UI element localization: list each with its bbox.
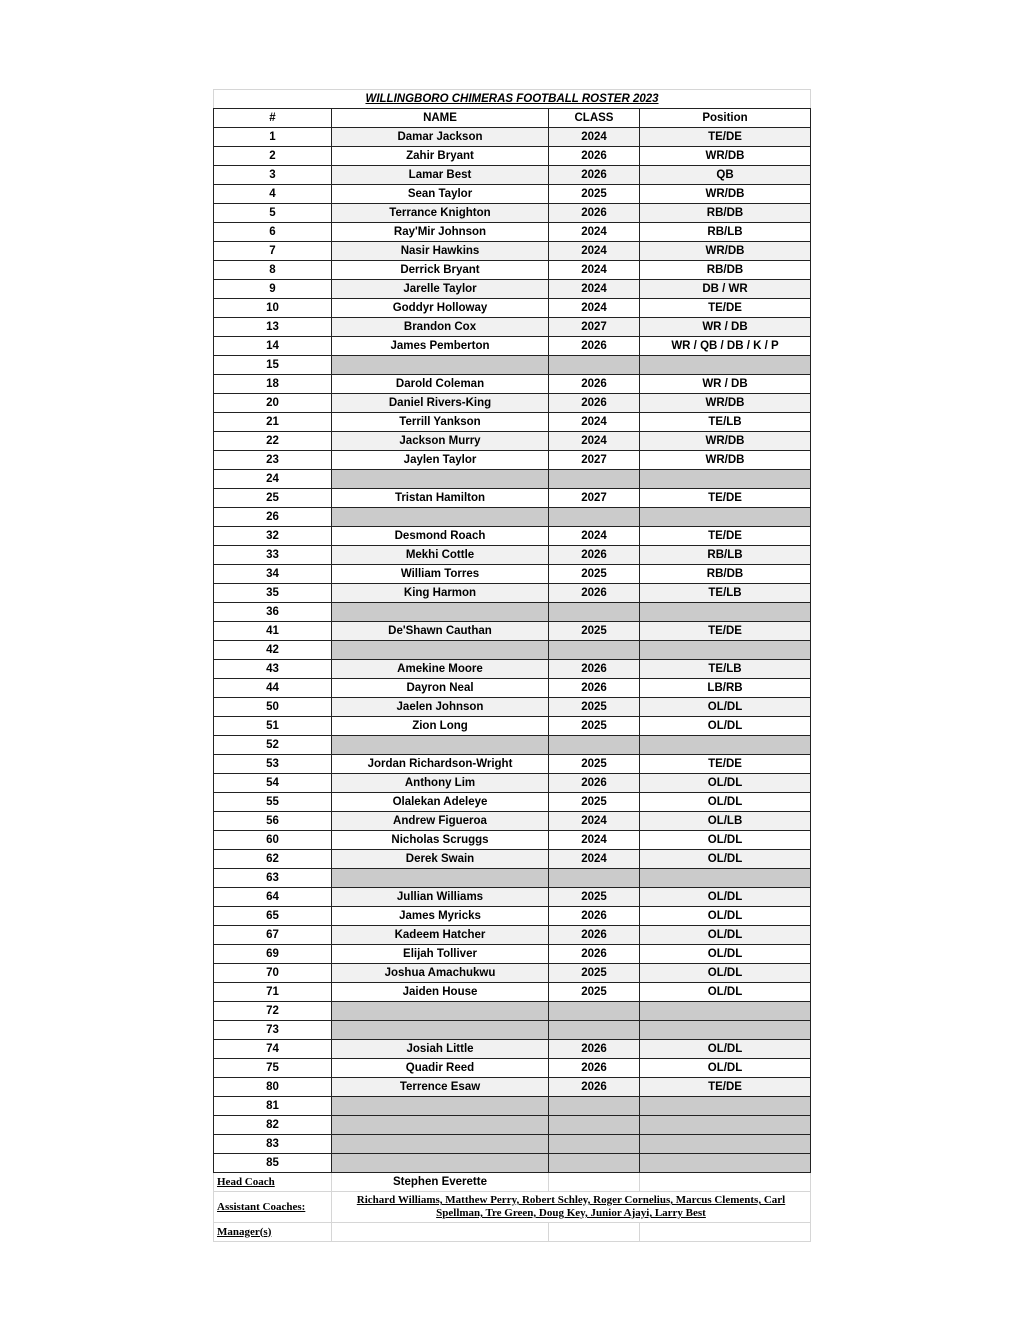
staff-section xyxy=(214,1173,811,1242)
player-position: OL/DL xyxy=(640,717,811,736)
player-name: Jaylen Taylor xyxy=(332,451,549,470)
player-number: 83 xyxy=(214,1135,332,1154)
player-name xyxy=(332,1002,549,1021)
player-number: 72 xyxy=(214,1002,332,1021)
player-name: Jaiden House xyxy=(332,983,549,1002)
player-number: 75 xyxy=(214,1059,332,1078)
table-row xyxy=(214,394,811,413)
player-class xyxy=(549,641,640,660)
player-position: RB/DB xyxy=(640,261,811,280)
player-number: 62 xyxy=(214,850,332,869)
player-position: WR/DB xyxy=(640,147,811,166)
table-row xyxy=(214,337,811,356)
player-class: 2025 xyxy=(549,622,640,641)
player-number: 63 xyxy=(214,869,332,888)
manager-row xyxy=(214,1223,811,1242)
player-class: 2026 xyxy=(549,584,640,603)
player-class: 2027 xyxy=(549,451,640,470)
player-name: King Harmon xyxy=(332,584,549,603)
player-class: 2026 xyxy=(549,337,640,356)
table-row xyxy=(214,565,811,584)
player-name xyxy=(332,869,549,888)
player-position: DB / WR xyxy=(640,280,811,299)
player-position: LB/RB xyxy=(640,679,811,698)
player-class: 2024 xyxy=(549,812,640,831)
player-position: WR/DB xyxy=(640,185,811,204)
player-class: 2026 xyxy=(549,660,640,679)
player-position xyxy=(640,470,811,489)
roster-title: WILLINGBORO CHIMERAS FOOTBALL ROSTER 2023 xyxy=(214,90,811,109)
player-name: Goddyr Holloway xyxy=(332,299,549,318)
table-row xyxy=(214,679,811,698)
player-number: 20 xyxy=(214,394,332,413)
player-name: Damar Jackson xyxy=(332,128,549,147)
player-number: 55 xyxy=(214,793,332,812)
player-position: RB/DB xyxy=(640,565,811,584)
player-position: WR/DB xyxy=(640,451,811,470)
table-row xyxy=(214,413,811,432)
player-class xyxy=(549,869,640,888)
player-number: 3 xyxy=(214,166,332,185)
player-number: 34 xyxy=(214,565,332,584)
table-row xyxy=(214,1040,811,1059)
header-name: NAME xyxy=(332,109,549,128)
player-name xyxy=(332,603,549,622)
player-number: 41 xyxy=(214,622,332,641)
player-class: 2026 xyxy=(549,1059,640,1078)
player-name: Mekhi Cottle xyxy=(332,546,549,565)
table-row-empty xyxy=(214,1097,811,1116)
assistant-coaches-row xyxy=(214,1192,811,1223)
player-class: 2026 xyxy=(549,945,640,964)
player-class: 2024 xyxy=(549,527,640,546)
player-number: 9 xyxy=(214,280,332,299)
player-class: 2025 xyxy=(549,565,640,584)
table-row xyxy=(214,527,811,546)
player-number: 26 xyxy=(214,508,332,527)
player-name: Darold Coleman xyxy=(332,375,549,394)
player-position: TE/LB xyxy=(640,660,811,679)
table-row xyxy=(214,375,811,394)
player-class: 2026 xyxy=(549,147,640,166)
player-number: 82 xyxy=(214,1116,332,1135)
table-row xyxy=(214,888,811,907)
player-class: 2026 xyxy=(549,926,640,945)
player-name: Ray'Mir Johnson xyxy=(332,223,549,242)
table-row-empty xyxy=(214,869,811,888)
player-position: OL/DL xyxy=(640,907,811,926)
player-position: WR/DB xyxy=(640,394,811,413)
player-position: OL/DL xyxy=(640,1059,811,1078)
table-row-empty xyxy=(214,470,811,489)
player-class: 2025 xyxy=(549,964,640,983)
player-name: Desmond Roach xyxy=(332,527,549,546)
player-name: Tristan Hamilton xyxy=(332,489,549,508)
manager-label: Manager(s) xyxy=(214,1223,332,1242)
assistant-coaches-label: Assistant Coaches: xyxy=(214,1192,332,1223)
manager-empty-1 xyxy=(549,1223,640,1242)
table-row xyxy=(214,774,811,793)
player-number: 43 xyxy=(214,660,332,679)
player-position: OL/DL xyxy=(640,964,811,983)
player-class xyxy=(549,356,640,375)
player-number: 71 xyxy=(214,983,332,1002)
player-class: 2026 xyxy=(549,907,640,926)
player-class xyxy=(549,1002,640,1021)
player-class: 2027 xyxy=(549,318,640,337)
table-row-empty xyxy=(214,508,811,527)
player-name: James Pemberton xyxy=(332,337,549,356)
table-row xyxy=(214,584,811,603)
player-name: Anthony Lim xyxy=(332,774,549,793)
player-class xyxy=(549,470,640,489)
player-number: 14 xyxy=(214,337,332,356)
table-row xyxy=(214,546,811,565)
table-row xyxy=(214,622,811,641)
player-name: Nasir Hawkins xyxy=(332,242,549,261)
player-position: TE/LB xyxy=(640,584,811,603)
player-number: 23 xyxy=(214,451,332,470)
player-class: 2024 xyxy=(549,831,640,850)
player-name: Josiah Little xyxy=(332,1040,549,1059)
player-class xyxy=(549,1154,640,1173)
player-position: OL/DL xyxy=(640,831,811,850)
player-number: 70 xyxy=(214,964,332,983)
player-number: 24 xyxy=(214,470,332,489)
player-class xyxy=(549,603,640,622)
roster-table xyxy=(213,89,811,1242)
player-class: 2027 xyxy=(549,489,640,508)
player-name xyxy=(332,1135,549,1154)
player-class: 2025 xyxy=(549,983,640,1002)
player-name: Olalekan Adeleye xyxy=(332,793,549,812)
player-number: 56 xyxy=(214,812,332,831)
player-position: WR / DB xyxy=(640,318,811,337)
player-name: Andrew Figueroa xyxy=(332,812,549,831)
table-row-empty xyxy=(214,736,811,755)
header-class: CLASS xyxy=(549,109,640,128)
table-row xyxy=(214,850,811,869)
player-position: WR/DB xyxy=(640,242,811,261)
player-class: 2026 xyxy=(549,375,640,394)
player-number: 1 xyxy=(214,128,332,147)
player-name: Jarelle Taylor xyxy=(332,280,549,299)
player-class: 2026 xyxy=(549,204,640,223)
table-row-empty xyxy=(214,1002,811,1021)
header-number: # xyxy=(214,109,332,128)
player-position xyxy=(640,1135,811,1154)
table-row xyxy=(214,432,811,451)
table-row xyxy=(214,812,811,831)
table-row xyxy=(214,204,811,223)
table-row xyxy=(214,280,811,299)
player-number: 10 xyxy=(214,299,332,318)
table-row xyxy=(214,698,811,717)
player-name: Elijah Tolliver xyxy=(332,945,549,964)
player-name xyxy=(332,1097,549,1116)
player-position: TE/DE xyxy=(640,489,811,508)
player-class: 2025 xyxy=(549,698,640,717)
player-number: 54 xyxy=(214,774,332,793)
player-number: 4 xyxy=(214,185,332,204)
table-row xyxy=(214,261,811,280)
player-class: 2024 xyxy=(549,280,640,299)
table-row xyxy=(214,451,811,470)
table-row xyxy=(214,907,811,926)
table-row-empty xyxy=(214,356,811,375)
player-name xyxy=(332,1116,549,1135)
player-position: RB/LB xyxy=(640,546,811,565)
player-name: Brandon Cox xyxy=(332,318,549,337)
player-number: 85 xyxy=(214,1154,332,1173)
header-row xyxy=(214,109,811,128)
player-position: TE/DE xyxy=(640,622,811,641)
player-number: 73 xyxy=(214,1021,332,1040)
player-position xyxy=(640,736,811,755)
table-row xyxy=(214,945,811,964)
player-name: Lamar Best xyxy=(332,166,549,185)
player-number: 65 xyxy=(214,907,332,926)
player-name xyxy=(332,470,549,489)
table-row xyxy=(214,166,811,185)
player-class: 2025 xyxy=(549,888,640,907)
player-class: 2024 xyxy=(549,261,640,280)
player-class: 2024 xyxy=(549,413,640,432)
player-class: 2025 xyxy=(549,717,640,736)
player-class: 2024 xyxy=(549,223,640,242)
player-name: De'Shawn Cauthan xyxy=(332,622,549,641)
table-row-empty xyxy=(214,1021,811,1040)
table-row xyxy=(214,926,811,945)
title-row xyxy=(214,90,811,109)
table-row xyxy=(214,223,811,242)
player-position xyxy=(640,641,811,660)
player-number: 21 xyxy=(214,413,332,432)
player-class: 2024 xyxy=(549,128,640,147)
player-position: OL/LB xyxy=(640,812,811,831)
assistant-coaches-names: Richard Williams, Matthew Perry, Robert Schley, Roger Cornelius, Marcus Clements, Carl Spellman, Tre Green, Doug Key, Junior Ajayi, Larry Best xyxy=(332,1192,811,1223)
head-coach-empty-2 xyxy=(640,1173,811,1192)
player-name xyxy=(332,508,549,527)
player-class xyxy=(549,1097,640,1116)
player-position: OL/DL xyxy=(640,793,811,812)
player-class: 2026 xyxy=(549,546,640,565)
player-name xyxy=(332,356,549,375)
table-row xyxy=(214,1059,811,1078)
player-number: 53 xyxy=(214,755,332,774)
player-number: 13 xyxy=(214,318,332,337)
player-number: 32 xyxy=(214,527,332,546)
player-number: 44 xyxy=(214,679,332,698)
player-class xyxy=(549,1135,640,1154)
player-position: RB/DB xyxy=(640,204,811,223)
roster-body xyxy=(214,128,811,1173)
player-position: OL/DL xyxy=(640,888,811,907)
player-class: 2026 xyxy=(549,394,640,413)
table-row xyxy=(214,717,811,736)
player-position xyxy=(640,1116,811,1135)
player-class: 2026 xyxy=(549,774,640,793)
player-position xyxy=(640,1002,811,1021)
player-name xyxy=(332,641,549,660)
player-number: 51 xyxy=(214,717,332,736)
player-number: 36 xyxy=(214,603,332,622)
player-name: Jullian Williams xyxy=(332,888,549,907)
player-position: OL/DL xyxy=(640,850,811,869)
player-position: TE/DE xyxy=(640,755,811,774)
player-name: Daniel Rivers-King xyxy=(332,394,549,413)
player-name: Jordan Richardson-Wright xyxy=(332,755,549,774)
table-row xyxy=(214,128,811,147)
player-number: 2 xyxy=(214,147,332,166)
table-row xyxy=(214,964,811,983)
player-position: OL/DL xyxy=(640,983,811,1002)
table-row xyxy=(214,318,811,337)
player-name: Terrill Yankson xyxy=(332,413,549,432)
table-row xyxy=(214,489,811,508)
player-number: 35 xyxy=(214,584,332,603)
player-number: 8 xyxy=(214,261,332,280)
table-row xyxy=(214,660,811,679)
player-class: 2024 xyxy=(549,242,640,261)
table-row-empty xyxy=(214,1135,811,1154)
player-class: 2026 xyxy=(549,679,640,698)
player-position: OL/DL xyxy=(640,698,811,717)
player-name xyxy=(332,1154,549,1173)
head-coach-name: Stephen Everette xyxy=(332,1173,549,1192)
player-position: WR / QB / DB / K / P xyxy=(640,337,811,356)
player-number: 67 xyxy=(214,926,332,945)
player-name: Terrence Esaw xyxy=(332,1078,549,1097)
player-number: 6 xyxy=(214,223,332,242)
player-class: 2026 xyxy=(549,1040,640,1059)
player-position: QB xyxy=(640,166,811,185)
player-position: RB/LB xyxy=(640,223,811,242)
player-position xyxy=(640,603,811,622)
manager-empty-2 xyxy=(640,1223,811,1242)
table-row xyxy=(214,1078,811,1097)
player-number: 60 xyxy=(214,831,332,850)
table-row xyxy=(214,147,811,166)
player-position: TE/LB xyxy=(640,413,811,432)
player-name: Joshua Amachukwu xyxy=(332,964,549,983)
player-name: Derrick Bryant xyxy=(332,261,549,280)
table-row xyxy=(214,185,811,204)
player-number: 22 xyxy=(214,432,332,451)
table-row xyxy=(214,793,811,812)
player-name: Sean Taylor xyxy=(332,185,549,204)
player-class: 2025 xyxy=(549,185,640,204)
player-position: OL/DL xyxy=(640,945,811,964)
player-number: 69 xyxy=(214,945,332,964)
player-number: 52 xyxy=(214,736,332,755)
table-row-empty xyxy=(214,1154,811,1173)
roster-sheet xyxy=(213,89,810,1242)
player-position xyxy=(640,869,811,888)
player-number: 74 xyxy=(214,1040,332,1059)
player-number: 81 xyxy=(214,1097,332,1116)
player-position xyxy=(640,1154,811,1173)
head-coach-empty-1 xyxy=(549,1173,640,1192)
table-row xyxy=(214,755,811,774)
player-position xyxy=(640,508,811,527)
player-name: Quadir Reed xyxy=(332,1059,549,1078)
player-name xyxy=(332,1021,549,1040)
table-row xyxy=(214,299,811,318)
player-name: Nicholas Scruggs xyxy=(332,831,549,850)
table-row xyxy=(214,983,811,1002)
table-row-empty xyxy=(214,1116,811,1135)
table-row-empty xyxy=(214,603,811,622)
player-number: 33 xyxy=(214,546,332,565)
player-class: 2026 xyxy=(549,1078,640,1097)
player-class: 2025 xyxy=(549,755,640,774)
table-row-empty xyxy=(214,641,811,660)
player-class xyxy=(549,736,640,755)
player-class: 2024 xyxy=(549,299,640,318)
player-name: James Myricks xyxy=(332,907,549,926)
player-name: William Torres xyxy=(332,565,549,584)
player-class xyxy=(549,1021,640,1040)
player-name: Zahir Bryant xyxy=(332,147,549,166)
player-class: 2024 xyxy=(549,432,640,451)
player-position: OL/DL xyxy=(640,926,811,945)
player-position xyxy=(640,356,811,375)
player-position: TE/DE xyxy=(640,299,811,318)
player-position: TE/DE xyxy=(640,128,811,147)
player-number: 80 xyxy=(214,1078,332,1097)
table-row xyxy=(214,831,811,850)
player-position: TE/DE xyxy=(640,1078,811,1097)
player-name: Terrance Knighton xyxy=(332,204,549,223)
player-name: Jackson Murry xyxy=(332,432,549,451)
header-position: Position xyxy=(640,109,811,128)
player-position: WR / DB xyxy=(640,375,811,394)
head-coach-row xyxy=(214,1173,811,1192)
player-class: 2026 xyxy=(549,166,640,185)
player-number: 7 xyxy=(214,242,332,261)
player-number: 42 xyxy=(214,641,332,660)
player-number: 64 xyxy=(214,888,332,907)
table-row xyxy=(214,242,811,261)
player-class: 2024 xyxy=(549,850,640,869)
player-position: OL/DL xyxy=(640,774,811,793)
player-position: TE/DE xyxy=(640,527,811,546)
player-number: 5 xyxy=(214,204,332,223)
player-class xyxy=(549,1116,640,1135)
player-number: 25 xyxy=(214,489,332,508)
manager-name xyxy=(332,1223,549,1242)
player-position: OL/DL xyxy=(640,1040,811,1059)
player-name: Kadeem Hatcher xyxy=(332,926,549,945)
player-name: Amekine Moore xyxy=(332,660,549,679)
player-number: 50 xyxy=(214,698,332,717)
player-name: Jaelen Johnson xyxy=(332,698,549,717)
player-class: 2025 xyxy=(549,793,640,812)
player-number: 15 xyxy=(214,356,332,375)
player-name: Zion Long xyxy=(332,717,549,736)
player-name: Derek Swain xyxy=(332,850,549,869)
player-name xyxy=(332,736,549,755)
player-position xyxy=(640,1021,811,1040)
player-position: WR/DB xyxy=(640,432,811,451)
player-position xyxy=(640,1097,811,1116)
player-name: Dayron Neal xyxy=(332,679,549,698)
player-class xyxy=(549,508,640,527)
head-coach-label: Head Coach xyxy=(214,1173,332,1192)
player-number: 18 xyxy=(214,375,332,394)
